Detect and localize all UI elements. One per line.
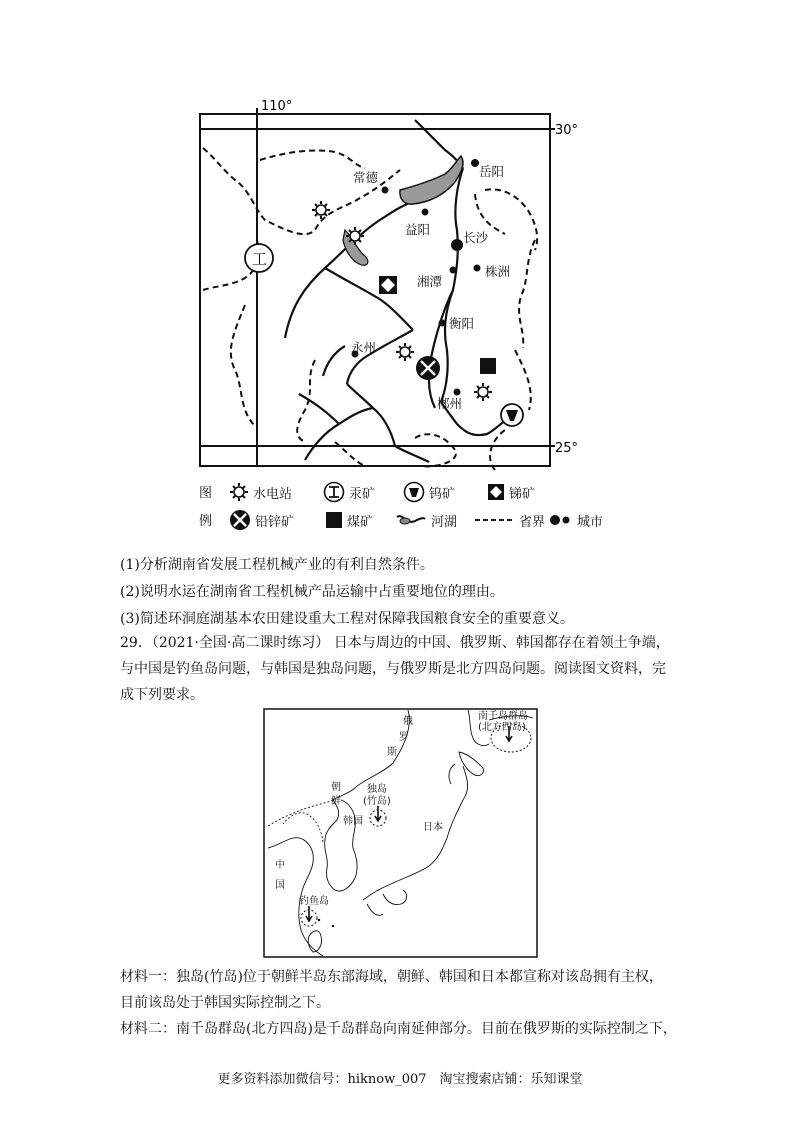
city-zhuzhou: 株洲	[485, 264, 511, 279]
legend-hydro: 水电站	[229, 480, 292, 504]
material-2-line-1: 材料二：南千岛群岛(北方四岛)是千岛群岛向南延伸部分。目前在俄罗斯的实际控制之下，	[120, 1021, 677, 1037]
city-yiyang-marker	[422, 209, 429, 216]
label-diaoyu: 钓鱼岛	[299, 896, 329, 907]
city-hengyang-marker	[439, 320, 446, 327]
lead-zinc-icon	[229, 509, 251, 531]
tungsten-icon	[403, 481, 425, 503]
city-changsha-marker	[451, 239, 463, 251]
label-korea-n2: 鲜	[331, 796, 341, 807]
q29-line-2: 与中国是钓鱼岛问题，与韩国是独岛问题，与俄罗斯是北方四岛问题。阅读图文资料，完	[120, 661, 666, 677]
city-yiyang: 益阳	[405, 222, 431, 237]
q29-line-3: 成下列要求。	[120, 687, 204, 703]
page-footer: 更多资料添加微信号：hiknow_007 淘宝搜索店铺：乐知课堂	[217, 1072, 583, 1087]
lon-label: 110°	[261, 99, 293, 114]
label-russia-1: 俄	[403, 716, 413, 727]
city-hengyang: 衡阳	[449, 316, 475, 331]
city-zhuzhou-marker	[474, 265, 481, 272]
coal-mine-icon	[480, 358, 496, 374]
river-lake-icon	[395, 511, 427, 529]
label-china-2: 国	[275, 880, 285, 891]
label-russia-3: 斯	[387, 747, 397, 758]
city-xiangtan-marker	[450, 267, 457, 274]
city-icon	[549, 513, 573, 527]
q29-line-1: 29．（2021·全国·高二课时练习） 日本与周边的中国、俄罗斯、韩国都存在着领土争端，	[120, 635, 670, 651]
city-changde: 常德	[353, 170, 379, 185]
city-changsha: 长沙	[463, 230, 489, 245]
coal-icon	[325, 511, 343, 529]
label-dokdo-2: (竹岛)	[363, 796, 391, 807]
mercury-icon	[323, 481, 345, 503]
city-changde-marker	[382, 187, 389, 194]
legend-city: 城市	[549, 508, 603, 532]
city-chenzhou-marker	[454, 389, 461, 396]
lead-zinc-mine-icon	[416, 356, 440, 380]
material-1-line-2: 目前该岛处于韩国实际控制之下。	[120, 995, 330, 1011]
question-2: (2)说明水运在湖南省工程机械产品运输中占重要地位的理由。	[120, 584, 504, 600]
legend-mercury: 汞矿	[323, 480, 375, 504]
label-china-1: 中	[275, 860, 285, 871]
mercury-mine-icon	[245, 244, 273, 272]
label-korea-s: 韩国	[343, 816, 363, 827]
materials	[120, 964, 700, 1042]
svg-text:工: 工	[252, 250, 268, 268]
label-south-kuril-2: (北方四岛)	[478, 722, 526, 733]
east-asia-map	[263, 708, 538, 958]
tungsten-mine-icon	[501, 404, 523, 426]
antimony-icon	[487, 483, 505, 501]
province-border	[203, 148, 537, 470]
province-border-icon	[475, 515, 515, 525]
city-yueyang: 岳阳	[479, 164, 505, 179]
label-korea-n1: 朝	[331, 782, 341, 793]
question-1: (1)分析湖南省发展工程机械产业的有利自然条件。	[120, 557, 434, 573]
city-chenzhou: 郴州	[437, 396, 463, 411]
dongting-lake	[400, 156, 463, 204]
city-yongzhou: 永州	[351, 340, 377, 355]
city-yueyang-marker	[471, 159, 479, 167]
legend-leadzinc: 铅锌矿	[229, 508, 294, 532]
label-russia-2: 罗	[399, 732, 409, 743]
hunan-map	[195, 90, 595, 475]
hydro-icon	[229, 482, 249, 502]
legend-antimony: 锑矿	[487, 480, 535, 504]
legend-head-1: 图	[199, 486, 213, 501]
lat-top-label: 30°	[555, 123, 579, 138]
lat-bottom-label: 25°	[555, 441, 579, 456]
legend-head-2: 例	[199, 514, 213, 529]
material-1-line-1: 材料一：独岛(竹岛)位于朝鲜半岛东部海域，朝鲜、韩国和日本都宣称对该岛拥有主权，	[120, 969, 663, 985]
legend-river: 河湖	[395, 508, 457, 532]
legend-border: 省界	[475, 508, 545, 532]
label-japan: 日本	[423, 822, 443, 833]
city-xiangtan: 湘潭	[417, 274, 443, 289]
label-south-kuril-1: 南千岛群岛	[478, 711, 528, 722]
question-3: (3)简述环洞庭湖基本农田建设重大工程对保障我国粮食安全的重要意义。	[120, 611, 574, 627]
legend-tungsten: 钨矿	[403, 480, 455, 504]
label-dokdo-1: 独岛	[367, 784, 387, 795]
antimony-mine-icon	[379, 276, 397, 294]
legend-coal: 煤矿	[325, 508, 373, 532]
question-29	[120, 630, 680, 708]
map-legend	[195, 478, 625, 538]
